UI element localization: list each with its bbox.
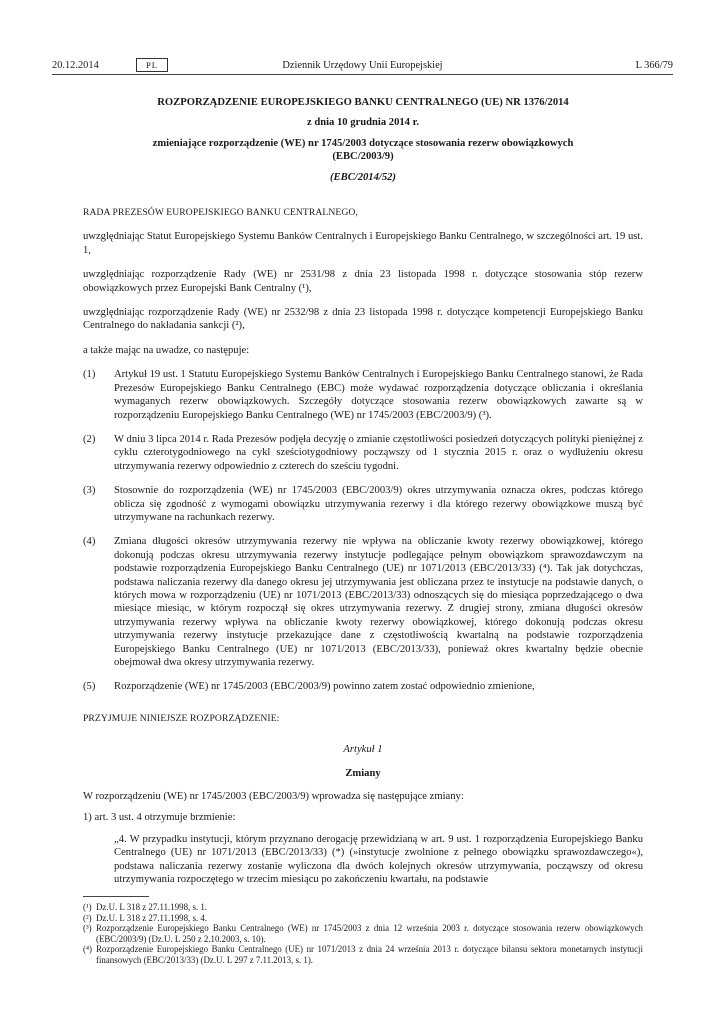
council-statement: RADA PREZESÓW EUROPEJSKIEGO BANKU CENTRALNEGO, [83, 207, 358, 219]
regulation-date: z dnia 10 grudnia 2014 r. [306, 117, 420, 129]
header-divider [52, 74, 673, 75]
footnote-text: Rozporządzenie Europejskiego Banku Centralnego (WE) nr 1745/2003 z dnia 12 września 2003 r. dotyczące stosowania rezerw obowiązkowych (EBC/2003/9) (Dz.U. L 250 z 2.10.2003, s. 10). [96, 923, 643, 944]
recital-number: (1) [83, 369, 96, 381]
recital-number: (3) [83, 485, 96, 497]
footnote-2 [83, 913, 643, 924]
regulation-reference: (EBC/2014/52) [330, 171, 396, 183]
regulation-title: ROZPORZĄDZENIE EUROPEJSKIEGO BANKU CENTRALNEGO (UE) NR 1376/2014 [157, 97, 569, 108]
amendment-point-1: 1) art. 3 ust. 4 otrzymuje brzmienie: [83, 812, 236, 824]
footnote-number: (³) [83, 923, 92, 934]
footnote-4 [83, 944, 643, 965]
recital-text: Artykuł 19 ust. 1 Statutu Europejskiego Systemu Banków Centralnych i Europejskiego Banku Centralnego stanowi, że Rada Prezesów Europejskiego Banku Centralnego (EBC) może wydawać rozporządzenia dotyczące obliczania i określania wymaganych rezerw obowiązkowych. Szczegóły dotyczące stosowania rezerw obowiązkowych zawarte są w rozporządzeniu Europejskiego Banku Centralnego (WE) nr 1745/2003 (EBC/2003/9) (³). [114, 369, 643, 421]
footnotes [83, 902, 643, 966]
footnote-1 [83, 902, 643, 913]
recital-3 [83, 484, 643, 524]
recital-text: Stosownie do rozporządzenia (WE) nr 1745/2003 (EBC/2003/9) okres utrzymywania oznacza okres, podczas którego oblicza się zgodność z wymogami obowiązku utrzymywania rezerwy i dla którego rezerwy obowiązkowe muszą być utrzymywane na rachunkach rezerwy. [114, 485, 643, 523]
recital-text: W dniu 3 lipca 2014 r. Rada Prezesów podjęła decyzję o zmianie częstotliwości posiedzeń dotyczących polityki pieniężnej z cyklu czterotygodniowego na cykl sześciotygodniowy począwszy od 1 stycznia 2015 r. oraz o wydłużeniu okresu utrzymywania rezerwy odpowiednio z czterech do sześciu tygodni. [114, 433, 643, 472]
amended-text-quote: „4. W przypadku instytucji, którym przyznano derogację przewidzianą w art. 9 ust. 1 rozporządzenia Europejskiego Banku Centralnego (UE) nr 1071/2013 (EBC/2013/33) (*) (»instytucje zwolnione z pełnego obowiązku sprawozdawczego«), podstawa naliczania rezerwy zostanie wyliczona dla dwóch kolejnych okresów utrzymywania, począwszy od okresu utrzymywania rozpoczętego w trzecim miesiącu po zakończeniu kwartału, na podstawie [114, 833, 643, 886]
footnote-divider [83, 896, 149, 897]
recital-number: (4) [83, 536, 96, 548]
recital-1 [83, 368, 643, 422]
page-reference: L 366/79 [635, 60, 673, 71]
article-heading: Zmiany [345, 767, 381, 779]
recital-2 [83, 433, 643, 473]
article-label: Artykuł 1 [343, 744, 383, 756]
whereas-intro: a także mając na uwadze, co następuje: [83, 344, 250, 356]
footnote-text: Rozporządzenie Europejskiego Banku Centralnego (UE) nr 1071/2013 z dnia 24 września 2013 r. dotyczące bilansu sektora monetarnych instytucji finansowych (EBC/2013/33) (Dz.U. L 297 z 7.11.2013, s. 1). [96, 944, 643, 965]
recital-5 [83, 680, 643, 693]
footnote-text: Dz.U. L 318 z 27.11.1998, s. 1. [96, 902, 208, 912]
journal-name: Dziennik Urzędowy Unii Europejskiej [282, 60, 443, 71]
document-body [83, 96, 643, 886]
citation-2: uwzględniając rozporządzenie Rady (WE) nr 2531/98 z dnia 23 listopada 1998 r. dotyczące stosowania stóp rezerw obowiązkowych przez Europejski Bank Centralny (¹), [83, 269, 643, 294]
enacting-formula: PRZYJMUJE NINIEJSZE ROZPORZĄDZENIE: [83, 712, 280, 724]
citation-3: uwzględniając rozporządzenie Rady (WE) nr 2532/98 z dnia 23 listopada 1998 r. dotyczące kompetencji Europejskiego Banku Centralnego do nakładania sankcji (²), [83, 307, 643, 332]
language-badge: PL [136, 58, 168, 72]
recital-number: (5) [83, 681, 96, 693]
recital-text: Zmiana długości okresów utrzymywania rezerwy nie wpływa na obliczanie kwoty rezerwy obowiązkowej, którego dokonują podczas okresu utrzymywania rezerwy instytucje podlegające pełnym obowiązkom sprawozdawczym na podstawie rozporządzenia Europejskiego Banku Centralnego (UE) nr 1071/2013 (EBC/2013/33) (⁴). Tak jak dotychczas, podstawa naliczania rezerwy dla danego okresu jej utrzymywania jest obliczana przez te instytucje na podstawie danych, o których mowa w rozporządzeniu (UE) nr 1071/2013 (EBC/2013/33) odnoszących się do miesiąca poprzedzającego o dwa miesiące miesiąc, w którym rozpoczął się okres utrzymywania rezerwy. Z drugiej strony, zmiana długości okresów utrzymywania rezerwy wpływa na obliczanie kwoty rezerwy obowiązkowej, którego dokonują podczas okresu utrzymywania rezerwy instytucje przekazujące dane z częstotliwością kwartalną na podstawie rozporządzenia Europejskiego Banku Centralnego (UE) nr 1071/2013 (EBC/2013/33), ponieważ okres kwartalny będzie obecnie obejmował dwa okresy utrzymywania rezerwy. [114, 536, 643, 668]
recital-number: (2) [83, 433, 96, 445]
footnote-text: Dz.U. L 318 z 27.11.1998, s. 4. [96, 912, 208, 923]
footnote-number: (⁴) [83, 944, 93, 955]
footnote-3 [83, 923, 643, 944]
publication-date: 20.12.2014 [52, 60, 99, 71]
footnote-number: (²) [83, 912, 92, 923]
citation-1: uwzględniając Statut Europejskiego Systemu Banków Centralnych i Europejskiego Banku Centralnego, w szczególności art. 19 ust. 1, [83, 231, 643, 256]
footnote-number: (¹) [83, 902, 92, 912]
page-header [0, 57, 725, 73]
recital-4 [83, 535, 643, 669]
article-intro: W rozporządzeniu (WE) nr 1745/2003 (EBC/2003/9) wprowadza się następujące zmiany: [83, 791, 464, 803]
regulation-subject: zmieniające rozporządzenie (WE) nr 1745/2003 dotyczące stosowania rezerw obowiązkowych (EBC/2003/9) [152, 137, 574, 163]
recital-text: Rozporządzenie (WE) nr 1745/2003 (EBC/2003/9) powinno zatem zostać odpowiednio zmienione, [114, 681, 535, 693]
